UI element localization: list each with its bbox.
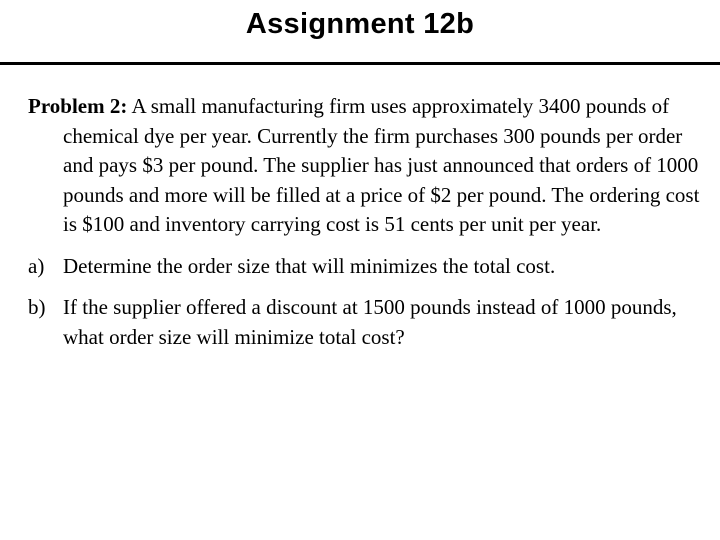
problem-label: Problem 2:: [28, 94, 128, 118]
question-item-a: [28, 252, 708, 282]
problem-text: A small manufacturing firm uses approximately 3400 pounds of chemical dye per year. Currently the firm purchases 300 pounds per order and pays $3 per pound. The supplier has just announced that orders of 1000 pounds and more will be filled at a price of $2 per pound. The ordering cost is $100 and inventory carrying cost is 51 cents per unit per year.: [63, 94, 700, 236]
title-divider: [0, 62, 720, 65]
problem-statement: [28, 92, 708, 240]
question-marker-b: b): [28, 295, 46, 319]
question-item-b: [28, 293, 708, 352]
question-marker-a: a): [28, 253, 45, 278]
slide-title: Assignment 12b: [245, 8, 475, 40]
slide-body: [28, 92, 708, 364]
question-text-a: Determine the order size that will minimizes the total cost.: [63, 253, 556, 278]
question-text-b: If the supplier offered a discount at 1500 pounds instead of 1000 pounds, what order size will minimize total cost?: [63, 295, 677, 349]
question-list: [28, 252, 708, 353]
